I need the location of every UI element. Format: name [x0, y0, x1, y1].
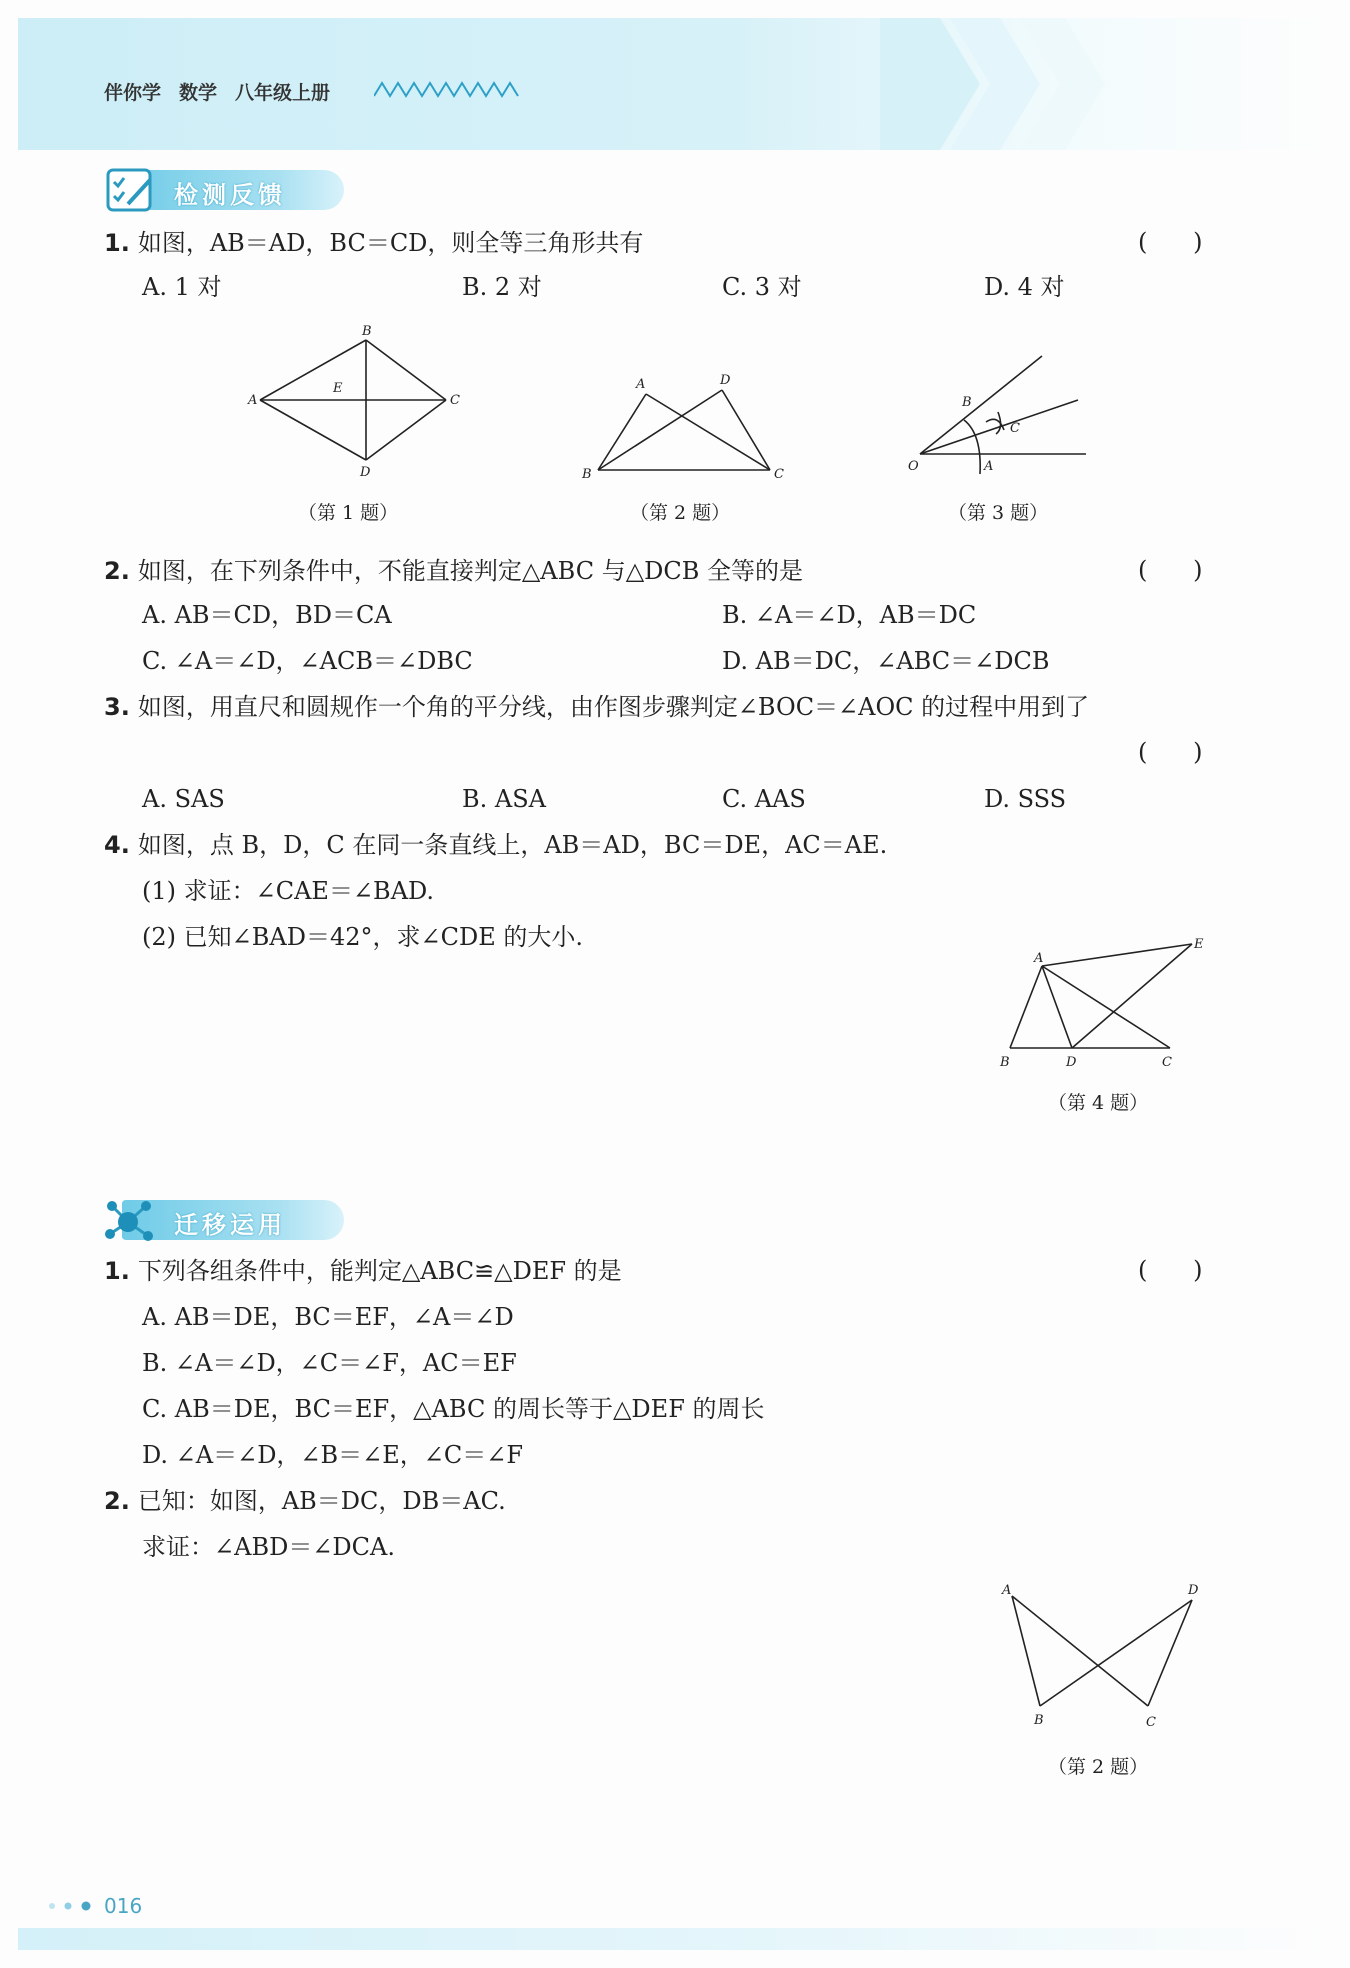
- question-text: 如图，AB＝AD，BC＝CD，则全等三角形共有: [137, 229, 644, 257]
- label-c: C: [774, 467, 784, 482]
- label-a: A: [636, 377, 646, 392]
- figure-2-triangles-diagram: [574, 368, 794, 488]
- section-title: 迁移运用: [174, 1211, 286, 1239]
- option-d: D. ∠A＝∠D，∠B＝∠E，∠C＝∠F: [142, 1441, 524, 1469]
- answer-parentheses: ( ): [1138, 556, 1203, 584]
- label-c: C: [1146, 1715, 1156, 1730]
- label-d: D: [360, 465, 371, 480]
- option-c: C. 3 对: [722, 273, 802, 301]
- question-text: 如图，点 B，D，C 在同一条直线上，AB＝AD，BC＝DE，AC＝AE.: [137, 831, 888, 859]
- question-text: 如图，在下列条件中，不能直接判定△ABC 与△DCB 全等的是: [137, 557, 804, 585]
- figure-2-caption: （第 2 题）: [630, 502, 731, 524]
- option-b: B. ASA: [462, 785, 546, 813]
- answer-parentheses: ( ): [1138, 228, 1203, 256]
- option-a: A. AB＝DE，BC＝EF，∠A＝∠D: [142, 1303, 514, 1331]
- header-title: [104, 78, 348, 105]
- question-4-part-2: (2) 已知∠BAD＝42°，求∠CDE 的大小.: [142, 923, 583, 951]
- label-b: B: [1000, 1055, 1010, 1070]
- label-b: B: [962, 395, 972, 410]
- label-b: B: [1034, 1713, 1044, 1728]
- question-3: 3. 如图，用直尺和圆规作一个角的平分线，由作图步骤判定∠BOC＝∠AOC 的过程中用到了: [104, 693, 1090, 721]
- label-c: C: [1162, 1055, 1172, 1070]
- option-d: D. 4 对: [984, 273, 1065, 301]
- option-b: B. 2 对: [462, 273, 542, 301]
- label-d: D: [1188, 1583, 1199, 1598]
- option-c: C. AAS: [722, 785, 806, 813]
- figure-3-angle-bisector-diagram: [900, 350, 1100, 490]
- transfer-question-2: 2. 已知：如图，AB＝DC，DB＝AC.: [104, 1487, 506, 1515]
- question-text: 已知：如图，AB＝DC，DB＝AC.: [137, 1487, 506, 1515]
- footer-band: [18, 1928, 1328, 1950]
- molecule-icon: [104, 1196, 164, 1246]
- option-a: A. SAS: [142, 785, 225, 813]
- option-c: C. AB＝DE，BC＝EF，△ABC 的周长等于△DEF 的周长: [142, 1395, 765, 1423]
- question-1: 1. 如图，AB＝AD，BC＝CD，则全等三角形共有: [104, 229, 644, 257]
- section-banner-feedback: [104, 166, 344, 212]
- label-a: A: [1034, 951, 1044, 966]
- figure-4-caption: （第 4 题）: [1048, 1092, 1149, 1114]
- question-text: 下列各组条件中，能判定△ABC≌△DEF 的是: [137, 1257, 622, 1285]
- label-a: A: [1002, 1583, 1012, 1598]
- label-c: C: [450, 393, 460, 408]
- label-e: E: [333, 381, 343, 396]
- question-2: 2. 如图，在下列条件中，不能直接判定△ABC 与△DCB 全等的是: [104, 557, 804, 585]
- page-number: 016: [104, 1894, 143, 1918]
- figure-transfer-2-caption: （第 2 题）: [1048, 1756, 1149, 1778]
- label-a: A: [984, 459, 994, 474]
- figure-3-caption: （第 3 题）: [948, 502, 1049, 524]
- book-name: 伴你学: [104, 82, 162, 104]
- transfer-question-1: 1. 下列各组条件中，能判定△ABC≌△DEF 的是: [104, 1257, 622, 1285]
- label-o: O: [908, 459, 919, 474]
- option-c: C. ∠A＝∠D，∠ACB＝∠DBC: [142, 647, 473, 675]
- option-d: D. SSS: [984, 785, 1067, 813]
- subject-name: 数学: [179, 82, 218, 104]
- figure-transfer-2-diagram: [996, 1576, 1216, 1736]
- option-a: A. AB＝CD，BD＝CA: [142, 601, 392, 629]
- label-b: B: [362, 324, 372, 339]
- option-d: D. AB＝DC，∠ABC＝∠DCB: [722, 647, 1050, 675]
- figure-4-diagram: [996, 930, 1216, 1070]
- label-e: E: [1194, 937, 1204, 952]
- header-chevron-decoration: [880, 18, 1330, 150]
- option-a: A. 1 对: [142, 273, 222, 301]
- label-d: D: [1066, 1055, 1077, 1070]
- question-4: 4. 如图，点 B，D，C 在同一条直线上，AB＝AD，BC＝DE，AC＝AE.: [104, 831, 888, 859]
- label-c: C: [1010, 421, 1020, 436]
- checklist-icon: [104, 166, 164, 214]
- figure-1-caption: （第 1 题）: [298, 502, 399, 524]
- section-title: 检测反馈: [174, 181, 286, 209]
- label-d: D: [720, 373, 731, 388]
- prove-statement: 求证：∠ABD＝∠DCA.: [142, 1533, 395, 1561]
- section-banner-transfer: [104, 1196, 344, 1242]
- question-text: 如图，用直尺和圆规作一个角的平分线，由作图步骤判定∠BOC＝∠AOC 的过程中用到了: [137, 693, 1090, 721]
- figure-1-kite-diagram: [240, 322, 470, 482]
- answer-parentheses: ( ): [1138, 1256, 1203, 1284]
- question-4-part-1: (1) 求证：∠CAE＝∠BAD.: [142, 877, 435, 905]
- page-dots-decoration: [46, 1896, 102, 1916]
- label-b: B: [582, 467, 592, 482]
- option-b: B. ∠A＝∠D，AB＝DC: [722, 601, 977, 629]
- grade-name: 八年级上册: [235, 82, 331, 104]
- label-a: A: [248, 393, 258, 408]
- zigzag-decoration: [374, 80, 524, 98]
- answer-parentheses: ( ): [1138, 738, 1203, 766]
- option-b: B. ∠A＝∠D，∠C＝∠F，AC＝EF: [142, 1349, 517, 1377]
